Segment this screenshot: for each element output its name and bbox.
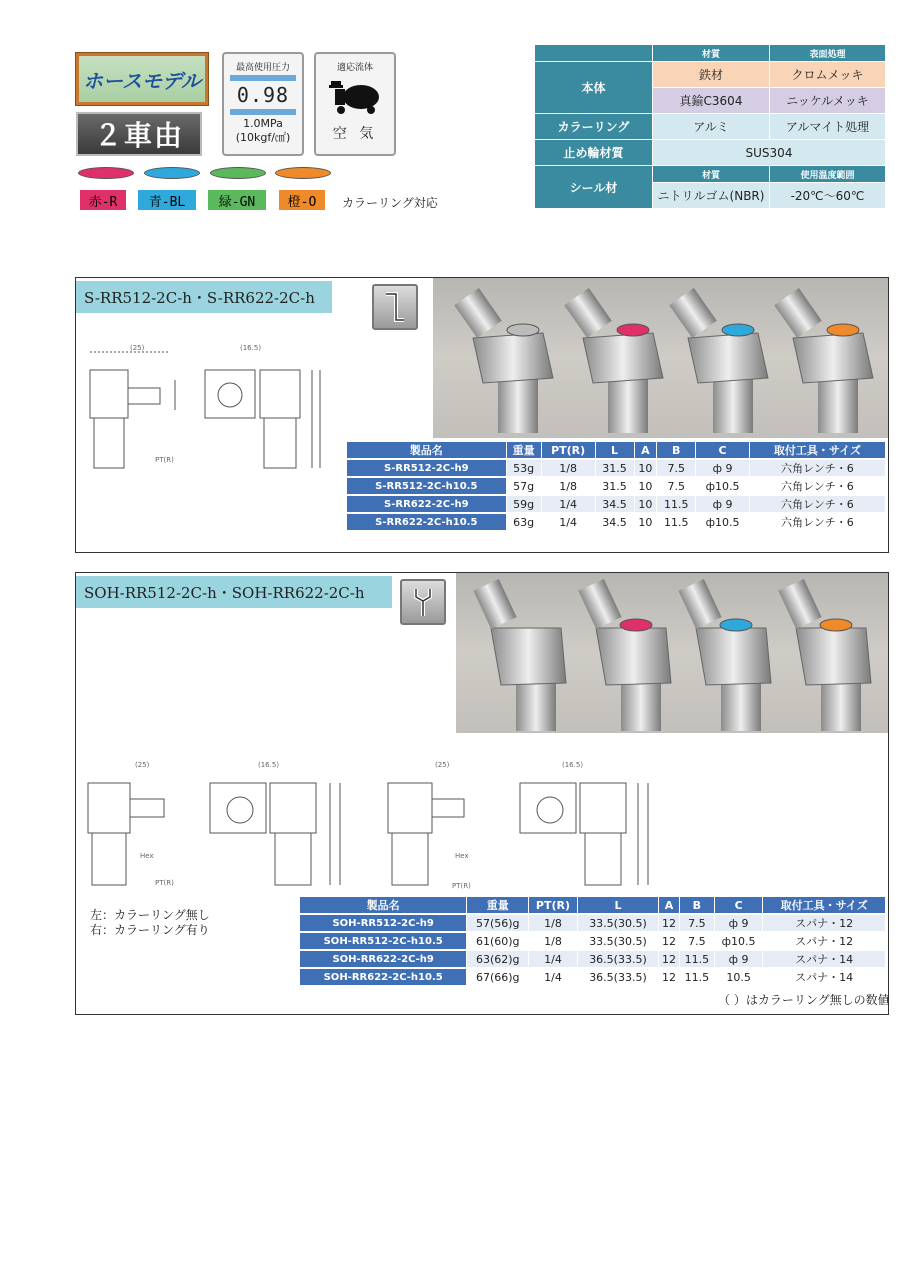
max-pressure-box [222,52,304,156]
ring-red-swatch [78,167,134,179]
column-header: 重量 [467,897,528,913]
table-cell: 六角レンチ・6 [750,460,885,476]
dim2-width-25-b: (25) [435,761,450,769]
section1-product-table [346,440,886,532]
paren-note: （ ）はカラーリング無しの数値 [718,993,890,1007]
fitting-blue [678,579,771,731]
table-cell: 63(62)g [467,951,528,967]
stop-ring-material: SUS304 [653,140,886,166]
compressor-icon [327,75,383,115]
table-cell: 10 [635,496,657,512]
column-header: PT(R) [542,442,595,458]
body-material-1: 鉄材 [653,62,770,88]
fitting-orange [778,579,871,731]
table-cell: 10 [635,460,657,476]
dim2-width-16-5-b: (16.5) [562,761,584,769]
table-cell: 31.5 [602,479,627,493]
table-row [347,460,885,476]
seal-temp: -20℃～60℃ [770,183,886,209]
table-cell: 1/4 [529,951,577,967]
table-cell: ф10.5 [721,934,756,948]
fitting-1 [454,288,553,433]
table-cell: 34.5 [596,496,634,512]
material-spec-table [534,44,886,209]
ring-green-label: 緑-GN [208,190,266,210]
table-cell: 11.5 [680,951,714,967]
left-note: 左：カラーリング無し [90,908,210,922]
table-cell: 1/8 [529,915,577,931]
column-header: PT(R) [529,897,577,913]
section2-technical-drawing [80,755,660,895]
product-name-cell: S-RR512-2C-h10.5 [347,478,506,494]
fluid-value: 空 気 [332,126,378,142]
table-cell: 67(66)g [475,970,520,984]
fitting-red [578,579,671,731]
table-cell: ф 9 [715,951,762,967]
table-row [347,514,885,530]
dim2-width-25-a: (25) [135,761,150,769]
ring-blue-swatch [144,167,200,179]
body-surface-2: ニッケルメッキ [770,88,886,114]
fitting-4 [774,288,873,433]
column-header: C [715,897,762,913]
body-material-2: 真鍮C3604 [653,88,770,114]
spanner-icon [400,579,446,625]
column-header: 重量 [507,442,541,458]
table-row [347,478,885,494]
section2-product-table [299,895,886,987]
product-name-cell: SOH-RR622-2C-h10.5 [300,969,466,985]
two-axis-badge: ２車由 [76,112,202,156]
table-cell: 34.5 [602,515,627,529]
table-cell: 59g [507,496,541,512]
table-cell: 61(60)g [475,934,520,948]
table-cell: 12 [659,951,679,967]
pressure-bar-top [230,75,296,81]
seal-col-temp: 使用温度範囲 [770,166,886,183]
ring-orange-label: 橙-O [279,190,325,210]
body-label: 本体 [535,62,653,114]
table-cell: ф 9 [715,915,762,931]
dim-pt-label: PT(R) [155,456,174,464]
table-cell: 12 [659,915,679,931]
ring-blue-label: 青-BL [138,190,196,210]
fluid-label: 適応流体 [336,63,373,73]
table-cell: 六角レンチ・6 [781,516,854,529]
section2-title: SOH-RR512-2C-h・SOH-RR622-2C-h [76,576,392,608]
pressure-value: 0.98 [236,83,290,107]
color-ring-material: アルミ [653,114,770,140]
table-cell: 7.5 [667,479,685,493]
table-cell: 33.5(30.5) [589,934,647,948]
column-header: 製品名 [347,442,506,458]
right-note: 右：カラーリング有り [90,923,210,937]
table-cell: 7.5 [657,460,695,476]
pressure-bar-bottom [230,109,296,115]
hex-wrench-icon [372,284,418,330]
pressure-label: 最高使用圧力 [235,63,290,73]
table-row [300,951,885,967]
color-ring-surface: アルマイト処理 [770,114,886,140]
pressure-kgf: (10kgf/㎠) [235,131,291,144]
table-cell: 1/8 [559,479,577,493]
column-header: B [680,897,714,913]
dim2-pt-a: PT(R) [155,879,174,887]
table-cell: 10 [638,479,653,493]
column-header: L [596,442,634,458]
ring-red-label: 赤-R [80,190,126,210]
fitting-2 [564,288,663,433]
col-surface: 表面処理 [770,45,886,62]
table-cell: スパナ・12 [763,915,885,931]
fluid-box [314,52,396,156]
product-name-cell: S-RR512-2C-h9 [347,460,506,476]
table-cell: 1/8 [542,460,595,476]
table-cell: 10.5 [726,970,751,984]
table-cell: 11.5 [663,515,689,529]
table-row [347,496,885,512]
table-cell: ф10.5 [705,479,740,493]
column-header: 取付工具・サイズ [750,442,885,458]
table-row [300,933,885,949]
ring-orange-swatch [275,167,331,179]
column-header: A [659,897,679,913]
table-cell: スパナ・14 [763,951,885,967]
table-cell: 12 [661,934,676,948]
dim2-hex-b: Hex [455,852,469,860]
pressure-mpa: 1.0MPa [243,117,283,130]
table-cell: 57(56)g [467,915,528,931]
product-name-cell: SOH-RR512-2C-h9 [300,915,466,931]
hose-model-badge: ホースモデル [76,53,208,105]
column-header: A [635,442,657,458]
table-cell: 10 [638,515,653,529]
body-surface-1: クロムメッキ [770,62,886,88]
column-header: B [657,442,695,458]
section1-title: S-RR512-2C-h・S-RR622-2C-h [76,281,332,313]
table-cell: 33.5(30.5) [578,915,658,931]
ring-green-swatch [210,167,266,179]
dim-width-25: (25) [130,344,145,352]
column-header: 取付工具・サイズ [763,897,885,913]
dim2-width-16-5-a: (16.5) [258,761,280,769]
dim-width-16-5: (16.5) [240,344,262,352]
table-cell: 7.5 [680,915,714,931]
fitting-3 [669,288,768,433]
seal-col-material: 材質 [653,166,770,183]
table-cell: 63g [513,515,535,529]
ring-note: カラーリング対応 [342,196,438,210]
table-cell: 36.5(33.5) [589,970,647,984]
table-cell: 1/8 [544,934,562,948]
table-cell: 六角レンチ・6 [750,496,885,512]
section1-product-photo [433,278,888,438]
table-cell: ф 9 [696,460,749,476]
product-name-cell: SOH-RR622-2C-h9 [300,951,466,967]
dim2-hex-a: Hex [140,852,154,860]
section1-technical-drawing [80,340,340,475]
table-cell: 12 [661,970,676,984]
color-ring-label: カラーリング [535,114,653,140]
table-cell: スパナ・12 [795,935,854,948]
dim2-pt-b: PT(R) [452,882,471,890]
table-cell: ф 9 [696,496,749,512]
product-name-cell: SOH-RR512-2C-h10.5 [300,933,466,949]
table-cell: 57g [513,479,535,493]
table-cell: ф10.5 [705,515,740,529]
table-cell: 7.5 [688,934,706,948]
section2-product-photo [456,573,888,733]
table-cell: 11.5 [684,970,710,984]
table-row [300,915,885,931]
table-cell: 1/4 [559,515,577,529]
column-header: 製品名 [300,897,466,913]
product-name-cell: S-RR622-2C-h10.5 [347,514,506,530]
table-cell: 11.5 [657,496,695,512]
fitting-plain [473,579,566,731]
table-cell: 31.5 [596,460,634,476]
column-header: C [696,442,749,458]
product-name-cell: S-RR622-2C-h9 [347,496,506,512]
stop-ring-label: 止め輪材質 [535,140,653,166]
column-header: L [578,897,658,913]
col-material: 材質 [653,45,770,62]
table-cell: 36.5(33.5) [578,951,658,967]
seal-material: ニトリルゴム(NBR) [653,183,770,209]
table-cell: 53g [507,460,541,476]
table-row [300,969,885,985]
table-cell: スパナ・14 [795,971,854,984]
table-cell: 1/4 [544,970,562,984]
seal-label: シール材 [535,166,653,209]
table-cell: 1/4 [542,496,595,512]
table-cell: 六角レンチ・6 [781,480,854,493]
